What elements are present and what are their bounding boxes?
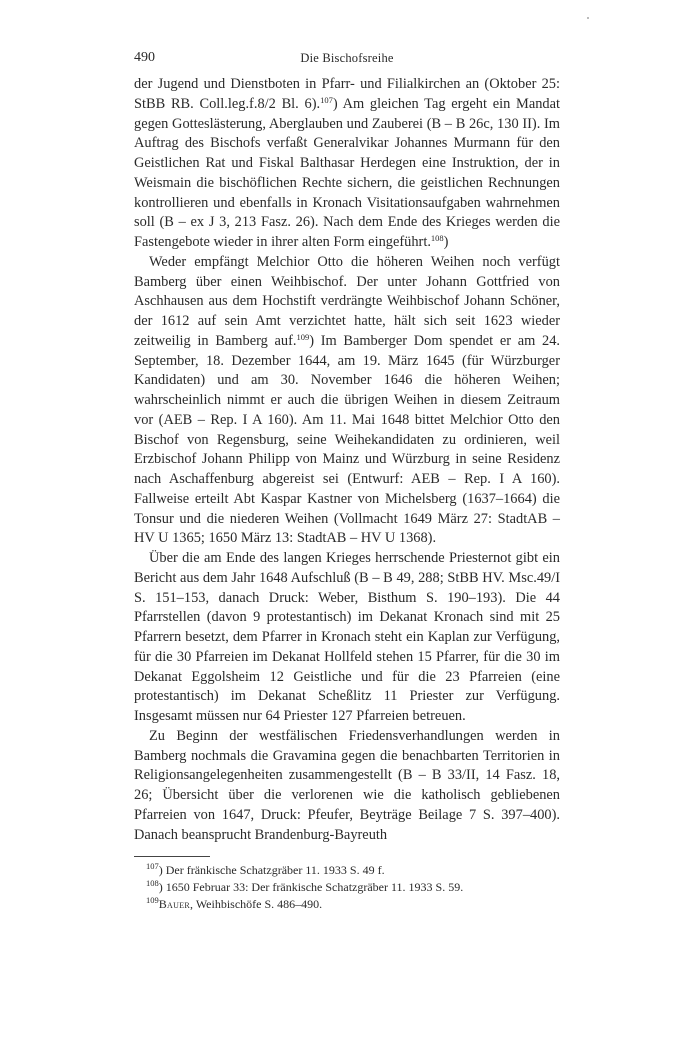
footnote-108: [134, 879, 560, 896]
page-number: 490: [134, 50, 155, 65]
paragraph-2-text-a: Weder empfängt Melchior Otto die höheren Weihen noch verfügt Bamberg über einen Weihbischof. Der unter Johann Gottfried von Aschhausen aus dem Hochstift verdrängte Weihbischof Johann Schöner, der 1612 auf sein Amt verzichtet hatte, hält sich seit 1623 wieder zeitweilig in Bamberg auf.: [134, 253, 560, 349]
paragraph-2: [134, 253, 560, 549]
paragraph-3-text: Über die am Ende des langen Krieges herrschende Priesternot gibt ein Bericht aus dem Jahr 1648 Aufschluß (B – B 49, 288; StBB HV. Msc.49/I S. 151–153, danach Druck: Weber, Bisthum S. 190–193). Die 44 Pfarrstellen (davon 9 protestantisch) im Dekanat Kronach sind mit 25 Pfarrern besetzt, dem Pfarrer in Kronach steht ein Kaplan zur Verfügung, für die 30 Pfarreien im Dekanat Hollfeld stehen 15 Pfarrer, für die 30 im Dekanat Eggolsheim 12 Geistliche und für die 23 Pfarreien (eine protestantisch) im Dekanat Scheßlitz 11 Priester zur Verfügung. Insgesamt müssen nur 64 Priester 127 Pfarreien betreuen.: [134, 550, 560, 724]
footnote-107: [134, 862, 560, 879]
footnote-109: [134, 896, 560, 913]
running-head: Die Bischofsreihe: [300, 51, 394, 65]
paragraph-2-text-b: ) Im Bamberger Dom spendet er am 24. September, 18. Dezember 1644, am 19. März 1645 (für Würzburger Kandidaten) und am 30. November 1646 die höheren Weihen; wahrscheinlich nimmt er auch die übrigen Weihen in diesem Zeitraum vor (AEB – Rep. I A 160). Am 11. Mai 1648 bittet Melchior Otto den Bischof von Regensburg, seine Weihekandidaten zu ordinieren, weil Erzbischof Johann Philipp von Mainz und Würzburg in seine Residenz nach Aschaffenburg abgereist sei (Entwurf: AEB – Rep. I A 160). Fallweise erteilt Abt Kaspar Kastner von Michelsberg (1637–1664) die Tonsur und die niederen Weihen (Vollmacht 1649 März 27: StadtAB – HV U 1365; 1650 März 13: StadtAB – HV U 1368).: [134, 332, 560, 547]
paragraph-1-text-b: ) Am gleichen Tag ergeht ein Mandat gegen Gotteslästerung, Aberglauben und Zauberei (B – B 26c, 130 II). Im Auftrag des Bischofs verfaßt Generalvikar Johannes Murmann für den Geistlichen Rat und Fiskal Balthasar Herdegen eine Instruktion, der in Weismain die bischöflichen Rechte sichern, die geistlichen Rechnungen kontrollieren und ebenfalls in Kronach Visitationsaufgaben wahrnehmen soll (B – ex J 3, 213 Fasz. 26). Nach dem Ende des Krieges werden die Fastengebote wieder in ihrer alten Form eingeführt.: [134, 95, 560, 250]
paragraph-1-text-c: ): [443, 234, 449, 250]
scan-speck: [587, 17, 589, 19]
paragraph-4: [134, 727, 560, 846]
paragraph-1-text-a: der Jugend und Dienstboten in Pfarr- und Filialkirchen an (Oktober 25: StBB RB. Coll.leg.f.8/2 Bl. 6).: [134, 76, 560, 112]
footnote-ref-108: 108: [430, 233, 444, 243]
footnote-text: ) 1650 Februar 33: Der fränkische Schatzgräber 11. 1933 S. 59.: [158, 880, 464, 894]
paragraph-4-text: Zu Beginn der westfälischen Friedensverhandlungen werden in Bamberg nochmals die Gravamina gegen die benachbarten Territorien in Religionsangelegenheiten zusammengestellt (B – B 33/II, 14 Fasz. 18, 26; Übersicht über die verlorenen wie die katholisch gebliebenen Pfarreien von 1647, Druck: Pfeufer, Beyträge Beilage 7 S. 397–400). Danach beansprucht Brandenburg-Bayreuth: [134, 727, 560, 843]
footnote-ref-107: 107: [320, 94, 333, 105]
footnote-text: ) Der fränkische Schatzgräber 11. 1933 S. 49 f.: [158, 863, 385, 877]
paragraph-1: [134, 75, 560, 253]
footnote-mark: 107: [146, 861, 159, 871]
footnote-divider: [134, 856, 210, 857]
footnotes: [134, 862, 560, 913]
body-text: [134, 75, 560, 845]
paragraph-3: [134, 549, 560, 727]
footnote-mark: 109: [146, 895, 159, 905]
footnote-author: Bauer: [158, 897, 191, 911]
footnote-ref-109: 109: [296, 331, 310, 342]
page-header: [134, 50, 560, 72]
footnote-text: , Weihbischöfe S. 486–490.: [190, 897, 323, 911]
footnote-mark: 108: [146, 878, 159, 888]
